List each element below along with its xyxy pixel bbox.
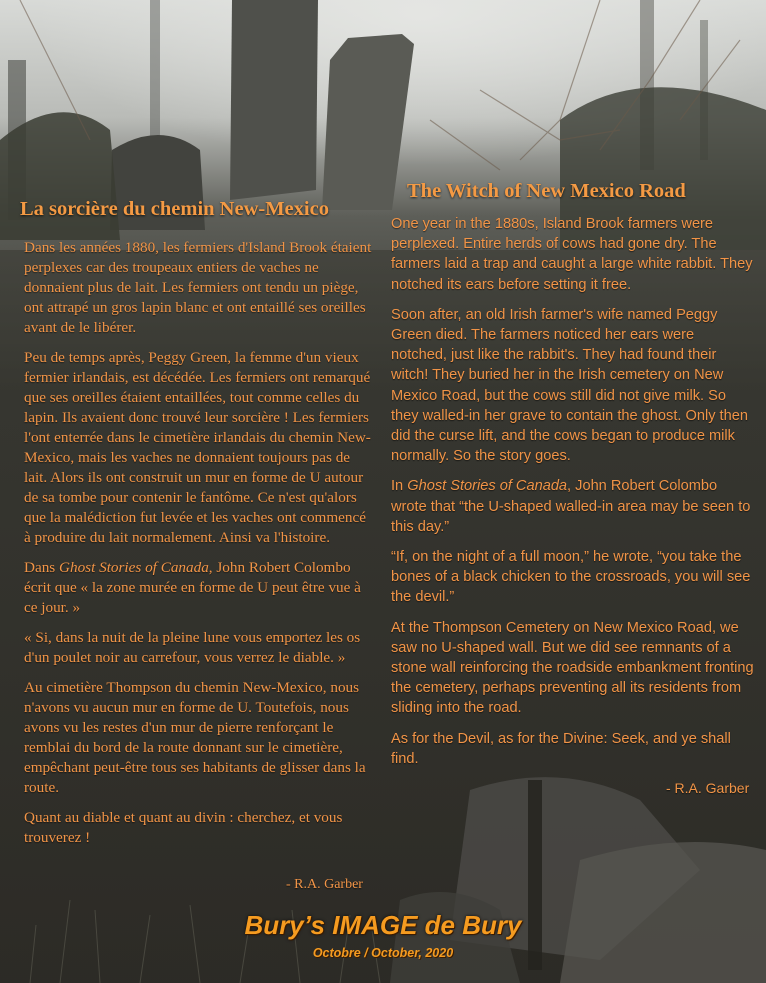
english-paragraph-5: At the Thompson Cemetery on New Mexico Road, we saw no U-shaped wall. But we did see remnants of a stone wall reinforcing the roadside embankment fronting the cemetery, perhaps preventing all its residents from sliding into the road. xyxy=(391,619,754,717)
french-p3-pre: Dans xyxy=(24,559,60,576)
english-article xyxy=(391,178,754,779)
french-paragraph-5: Au cimetière Thompson du chemin New-Mexico, nous n'avons vu aucun mur en forme de U. Toutefois, nous avons vu les restes d'un mur de pierre renforçant le remblai du bord de la route donnant sur le cimetière, empêchant peut-être tous ses habitants de glisser dans la route. xyxy=(24,679,366,796)
english-title: The Witch of New Mexico Road xyxy=(407,180,686,202)
french-paragraph-1: Dans les années 1880, les fermiers d'Island Brook étaient perplexes car des troupeaux entiers de vaches ne donnaient plus de lait. Les fermiers ont tendu un piège, ont attrapé un gros lapin blanc et ont entaillé ses oreilles avant de le libérer. xyxy=(24,239,372,336)
french-paragraph-6: Quant au diable et quant au divin : cherchez, et vous trouverez ! xyxy=(24,809,343,846)
publication-title: Bury’s IMAGE de Bury xyxy=(244,910,522,940)
french-title: La sorcière du chemin New-Mexico xyxy=(20,198,329,220)
french-book-title: Ghost Stories of Canada xyxy=(59,559,209,576)
english-p3-post: , John Robert Colombo wrote that “the U-shaped walled-in area may be seen to this day.” xyxy=(391,478,751,535)
english-p3-pre: In xyxy=(391,478,408,495)
english-paragraph-4: “If, on the night of a full moon,” he wrote, “you take the bones of a black chicken to the crossroads, you will see the devil.” xyxy=(391,549,751,606)
english-paragraph-3 xyxy=(391,476,754,537)
english-book-title: Ghost Stories of Canada xyxy=(407,478,568,495)
french-paragraph-2: Peu de temps après, Peggy Green, la femme d'un vieux fermier irlandais, est décédée. Les fermiers ont remarqué que ses oreilles étaient entaillées, tout comme celles du lapin. Ils avaient donc trouvé leur sorcière ! Les fermiers l'ont enterrée dans le cimetière irlandais du chemin New-Mexico, mais les vaches ne donnaient toujours pas de lait. Alors ils ont construit un mur en forme de U autour de sa tombe pour contenir le fantôme. Ce n'est qu'alors que la malédiction fut levée et les vaches ont commencé à produire du lait normalement. Ainsi va l'histoire. xyxy=(24,349,371,546)
french-article xyxy=(20,196,376,858)
french-signature: - R.A. Garber xyxy=(286,877,363,892)
english-paragraph-2: Soon after, an old Irish farmer's wife named Peggy Green died. The farmers noticed her ears were notched, just like the rabbit's. They had found their witch! They buried her in the Irish cemetery on New Mexico Road, but the cows still did not give milk. So they walled-in her grave to contain the ghost. Only then did the curse lift, and the cows began to produce milk normally. So the story goes. xyxy=(391,306,748,465)
english-paragraph-1: One year in the 1880s, Island Brook farmers were perplexed. Entire herds of cows had gone dry. The farmers laid a trap and caught a large white rabbit. They notched its ears before setting it free. xyxy=(391,216,753,293)
english-signature: - R.A. Garber xyxy=(666,780,750,796)
french-paragraph-3 xyxy=(24,558,376,618)
french-p3-post: , John Robert Colombo écrit que « la zone murée en forme de U peut être vue à ce jour. » xyxy=(24,559,361,616)
french-paragraph-4: « Si, dans la nuit de la pleine lune vous emportez les os d'un poulet noir au carrefour, vous verrez le diable. » xyxy=(24,629,361,666)
english-paragraph-6: As for the Devil, as for the Divine: Seek, and ye shall find. xyxy=(391,730,731,767)
publication-date: Octobre / October, 2020 xyxy=(312,946,454,960)
